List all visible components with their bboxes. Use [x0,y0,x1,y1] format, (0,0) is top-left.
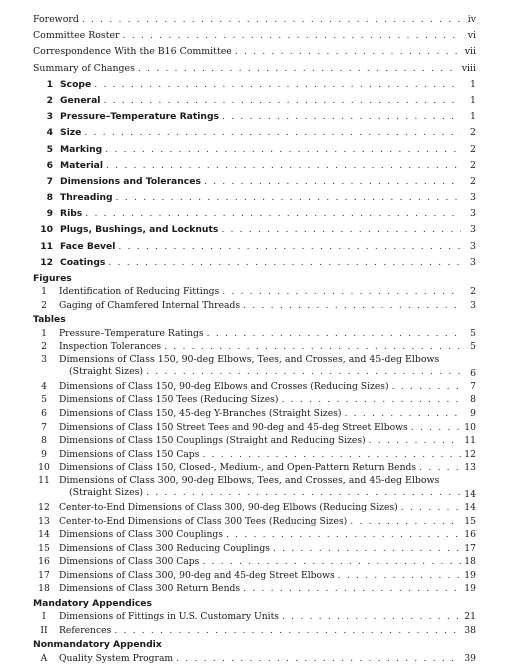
table-page: 15 [464,515,476,527]
table-number: 11 [38,474,50,486]
toc-table-3[interactable] [33,354,476,380]
entry-page: iv [467,14,476,25]
section-number: 2 [46,94,53,106]
table-title: Center-to-End Dimensions of Class 300 Tees (Reducing Sizes) [59,515,348,527]
toc-section-8[interactable] [33,190,476,206]
section-page: 3 [470,192,476,204]
table-page: 12 [464,448,476,460]
appendix-page: 21 [464,611,476,623]
table-number: 4 [41,380,47,392]
dot-leader [94,77,461,93]
figure-title: Gaging of Chamfered Internal Threads [59,299,241,311]
toc-appendix-A[interactable] [33,652,476,665]
section-number: 11 [40,240,53,252]
section-number: 8 [46,192,53,204]
dot-leader [419,461,461,475]
dot-leader [105,142,461,158]
table-title: Pressure–Temperature Ratings [59,327,204,339]
table-page: 18 [464,556,476,568]
toc-section-12[interactable] [33,255,476,271]
dot-leader [146,487,461,499]
table-title: Dimensions of Class 150, 90-deg Elbows, Tees, and Crosses, and 45-deg Elbows [59,353,440,365]
table-page: 10 [464,421,476,433]
appendix-number: II [40,624,48,636]
table-number: 6 [41,407,47,419]
table-number: 18 [38,583,50,595]
dot-leader [273,542,461,556]
section-page: 3 [470,256,476,268]
mandatory-appendices-heading: Mandatory Appendices [33,598,152,610]
dot-leader [82,12,461,28]
toc-table-13[interactable] [33,515,476,529]
toc-table-9[interactable] [33,448,476,462]
appendix-page: 38 [464,624,476,636]
table-title-continuation [59,366,464,378]
dot-leader [243,582,461,596]
section-page: 3 [470,224,476,236]
dot-leader [411,421,461,435]
section-number: 12 [40,256,53,268]
toc-entry-summary-of-changes[interactable] [33,61,476,77]
section-number: 3 [46,111,53,123]
dot-leader [106,158,461,174]
toc-table-10[interactable] [33,461,476,475]
dot-leader [202,555,461,569]
figure-number: 1 [41,286,47,298]
dot-leader [123,28,461,44]
table-title: Dimensions of Class 150, 45-deg Y-Branches (Straight Sizes) [59,407,342,419]
dot-leader [138,61,459,77]
entry-page: vi [467,30,476,42]
table-number: 15 [38,542,50,554]
dot-leader [204,174,461,190]
table-page: 11 [464,435,476,447]
section-number: 9 [46,208,53,220]
dot-leader [84,125,461,141]
appendix-title: Dimensions of Fittings in U.S. Customary Units [59,611,280,623]
table-page: 13 [464,462,476,474]
table-title: Inspection Tolerances [59,341,162,353]
dot-leader [164,340,461,354]
toc-section-3[interactable] [33,109,476,125]
section-title: Scope [60,78,92,90]
figure-page: 2 [470,286,476,298]
toc-section-1[interactable] [33,77,476,93]
table-title: Dimensions of Class 150 Caps [59,448,200,460]
table-title: Dimensions of Class 150 Tees (Reducing Sizes) [59,394,279,406]
table-title: Center-to-End Dimensions of Class 300, 90-deg Elbows (Reducing Sizes) [59,501,398,513]
table-page: 14 [464,501,476,513]
figure-number: 2 [41,299,47,311]
dot-leader [350,515,461,529]
dot-leader [207,327,461,341]
table-number: 17 [38,569,50,581]
table-page: 8 [470,394,476,406]
toc-section-9[interactable] [33,206,476,222]
section-number: 7 [46,175,53,187]
toc-table-1[interactable] [33,327,476,341]
dot-leader [344,407,461,421]
toc-table-18[interactable] [33,582,476,596]
dot-leader [118,239,461,255]
tables-heading: Tables [33,314,66,326]
toc-table-6[interactable] [33,407,476,421]
toc-table-12[interactable] [33,501,476,515]
table-title-wrap [59,354,464,378]
section-title: Size [60,127,82,139]
table-title-wrap [59,475,464,499]
toc-section-10[interactable] [33,222,476,238]
dot-leader [338,569,461,583]
figure-page: 3 [470,299,476,311]
table-title: Dimensions of Class 300 Couplings [59,529,223,541]
table-number: 9 [41,448,47,460]
dot-leader [282,610,461,624]
toc-figure-2[interactable] [33,299,476,313]
toc-table-5[interactable] [33,393,476,407]
table-number: 3 [41,353,47,365]
toc-section-11[interactable] [33,239,476,255]
toc-entry-foreword[interactable] [33,12,476,28]
entry-page: viii [461,62,476,74]
table-title: Dimensions of Class 150 Street Tees and 90-deg and 45-deg Street Elbows [59,421,408,433]
section-number: 6 [46,159,53,171]
toc-section-4[interactable] [33,125,476,141]
dot-leader [108,255,461,271]
table-number: 2 [41,341,47,353]
toc-table-16[interactable] [33,555,476,569]
table-title-line2: (Straight Sizes) [69,486,144,498]
appendix-page: 39 [464,652,476,664]
table-page: 5 [470,327,476,339]
table-number: 5 [41,394,47,406]
table-page: 7 [470,380,476,392]
appendix-title: Quality System Program [59,652,174,664]
table-title: Dimensions of Class 300 Reducing Couplings [59,542,270,554]
section-title: Threading [60,192,113,204]
section-title: Ribs [60,208,83,220]
section-page: 3 [470,208,476,220]
dot-leader [221,222,461,238]
toc-appendix-II[interactable] [33,624,476,638]
appendix-title: References [59,624,112,636]
toc-table-4[interactable] [33,380,476,394]
dot-leader [202,448,461,462]
figure-title: Identification of Reducing Fittings [59,286,220,298]
section-title: General [60,94,101,106]
section-title: Marking [60,143,103,155]
section-page: 1 [470,78,476,90]
table-page: 5 [470,341,476,353]
table-number: 12 [38,501,50,513]
section-page: 1 [470,94,476,106]
section-title: Coatings [60,256,106,268]
table-page: 17 [464,542,476,554]
section-page: 2 [470,175,476,187]
toc-figure-1[interactable] [33,285,476,299]
entry-page: vii [464,46,476,58]
dot-leader [85,206,461,222]
table-title: Dimensions of Class 150, 90-deg Elbows and Crosses (Reducing Sizes) [59,380,389,392]
dot-leader [243,299,461,313]
section-title: Face Bevel [60,240,116,252]
dot-leader [222,285,461,299]
dot-leader [116,190,461,206]
section-page: 2 [470,127,476,139]
toc-table-8[interactable] [33,434,476,448]
table-number: 16 [38,556,50,568]
dot-leader [146,366,461,378]
appendix-number: A [40,652,48,664]
section-number: 5 [46,143,53,155]
section-page: 1 [470,111,476,123]
toc-table-14[interactable] [33,528,476,542]
entry-title: Correspondence With the B16 Committee [33,46,232,58]
section-title: Dimensions and Tolerances [60,175,201,187]
table-title-line2: (Straight Sizes) [69,365,144,377]
toc-table-15[interactable] [33,542,476,556]
table-title: Dimensions of Class 300 Return Bends [59,583,241,595]
table-title: Dimensions of Class 150 Couplings (Straight and Reducing Sizes) [59,435,366,447]
table-page: 9 [470,407,476,419]
dot-leader [282,393,462,407]
table-page: 6 [470,367,476,379]
section-page: 2 [470,159,476,171]
nonmandatory-appendix-heading: Nonmandatory Appendix [33,639,162,651]
entry-title: Foreword [33,14,79,25]
section-title: Material [60,159,103,171]
appendix-number: I [42,611,46,623]
table-title: Dimensions of Class 300, 90-deg Elbows, Tees, and Crosses, and 45-deg Elbows [59,474,440,486]
table-of-contents [33,12,476,665]
section-page: 3 [470,240,476,252]
toc-section-6[interactable] [33,158,476,174]
dot-leader [114,624,461,638]
table-page: 14 [464,488,476,500]
table-title: Dimensions of Class 300 Caps [59,556,200,568]
table-title-continuation [59,487,464,499]
toc-entry-correspondence[interactable] [33,44,476,60]
section-title: Pressure–Temperature Ratings [60,111,220,123]
dot-leader [235,44,461,60]
toc-table-17[interactable] [33,569,476,583]
section-number: 1 [46,78,53,90]
section-number: 10 [40,224,53,236]
table-page: 19 [464,583,476,595]
toc-section-7[interactable] [33,174,476,190]
section-title: Plugs, Bushings, and Locknuts [60,224,219,236]
section-number: 4 [46,127,53,139]
table-number: 10 [38,462,50,474]
toc-table-7[interactable] [33,421,476,435]
table-page: 16 [464,529,476,541]
table-page: 19 [464,569,476,581]
toc-appendix-I[interactable] [33,610,476,624]
dot-leader [222,109,461,125]
toc-entry-committee-roster[interactable] [33,28,476,44]
table-number: 1 [41,327,47,339]
entry-title: Summary of Changes [33,62,135,74]
table-number: 8 [41,435,47,447]
dot-leader [176,652,461,665]
dot-leader [103,93,461,109]
dot-leader [369,434,461,448]
toc-section-2[interactable] [33,93,476,109]
entry-title: Committee Roster [33,30,120,42]
toc-table-11[interactable] [33,475,476,501]
table-number: 13 [38,515,50,527]
toc-section-5[interactable] [33,142,476,158]
section-page: 2 [470,143,476,155]
table-title: Dimensions of Class 150, Closed-, Medium-, and Open-Pattern Return Bends [59,462,417,474]
table-number: 7 [41,421,47,433]
table-number: 14 [38,529,50,541]
dot-leader [401,501,461,515]
toc-table-2[interactable] [33,340,476,354]
figures-heading: Figures [33,273,72,284]
dot-leader [392,380,461,394]
dot-leader [226,528,461,542]
table-title: Dimensions of Class 300, 90-deg and 45-deg Street Elbows [59,569,335,581]
